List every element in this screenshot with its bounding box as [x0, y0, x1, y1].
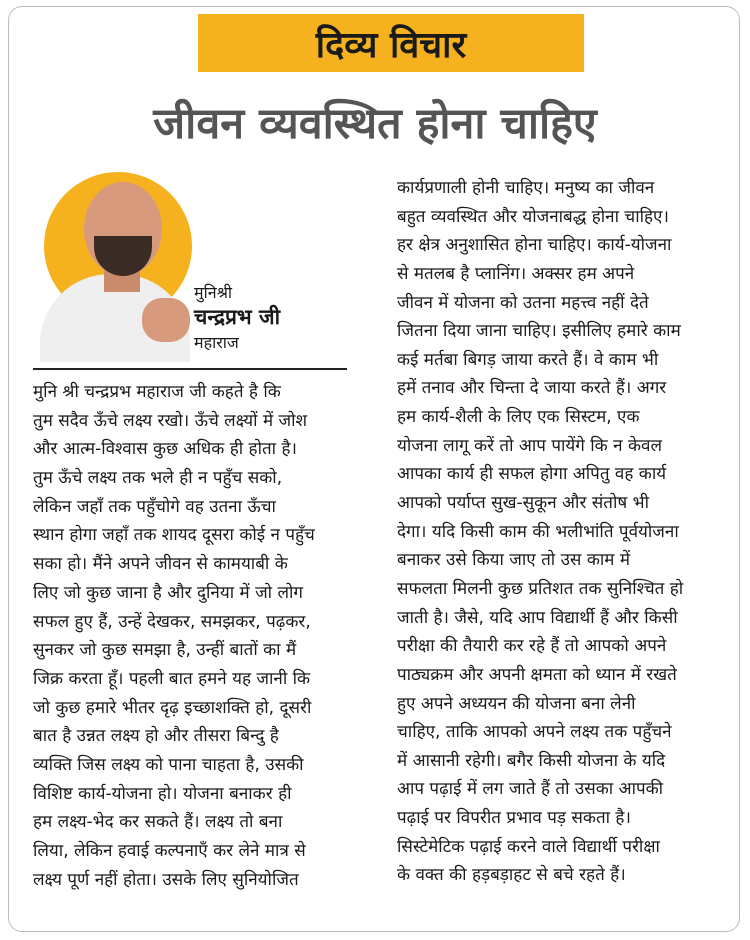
- author-byline: [194, 280, 280, 355]
- text-line: कार्यप्रणाली होनी चाहिए। मनुष्य का जीवन: [397, 178, 655, 198]
- text-line: सका हो। मैंने अपने जीवन से कामयाबी के: [33, 554, 288, 575]
- text-line: सुनकर जो कुछ समझा है, उन्हीं बातों का मैं: [33, 640, 297, 661]
- text-line: जो कुछ हमारे भीतर दृढ़ इच्छाशक्ति हो, दूसरी: [33, 697, 312, 718]
- text-line: पाठ्यक्रम और अपनी क्षमता को ध्यान में रखते: [397, 664, 677, 685]
- text-line: तुम सदैव ऊँचे लक्ष्य रखो। ऊँचे लक्ष्यों में जोश: [33, 410, 308, 431]
- text-line: लक्ष्य पूर्ण नहीं होता। उसके लिए सुनियोजित: [33, 869, 299, 890]
- text-line: विशिष्ट कार्य-योजना हो। योजना बनाकर ही: [33, 783, 292, 804]
- text-line: जितना दिया जाना चाहिए। इसीलिए हमारे काम: [397, 321, 681, 342]
- text-line: हम लक्ष्य-भेद कर सकते हैं। लक्ष्य तो बना: [33, 812, 283, 833]
- text-line: तुम ऊँचे लक्ष्य तक भले ही न पहुँच सको,: [33, 468, 283, 489]
- text-line: और आत्म-विश्वास कुछ अधिक ही होता है।: [33, 439, 297, 460]
- text-line: व्यक्ति जिस लक्ष्य को पाना चाहता है, उसकी: [33, 754, 304, 775]
- text-line: जाती है। जैसे, यदि आप विद्यार्थी हैं और किसी: [397, 607, 678, 628]
- author-name: चन्द्रप्रभ जी: [194, 305, 281, 329]
- text-line: चाहिए, ताकि आपको अपने लक्ष्य तक पहुँचने: [397, 722, 672, 743]
- author-portrait: [30, 162, 205, 362]
- text-line: देगा। यदि किसी काम की भलीभांति पूर्वयोजना: [397, 521, 679, 542]
- text-line: परीक्षा की तैयारी कर रहे हैं तो आपको अपने: [397, 636, 667, 657]
- author-prefix: मुनिश्री: [194, 283, 233, 302]
- text-line: पढ़ाई पर विपरीत प्रभाव पड़ सकता है।: [397, 808, 631, 829]
- portrait-hand: [142, 298, 190, 342]
- text-line: जीवन में योजना को उतना महत्त्व नहीं देते: [397, 292, 649, 313]
- left-column: [33, 378, 353, 894]
- text-line: सिस्टेमेटिक पढ़ाई करने वाले विद्यार्थी परीक्षा: [397, 836, 660, 857]
- text-line: बनाकर उसे किया जाए तो उस काम में: [397, 550, 631, 571]
- text-line: योजना लागू करें तो आप पायेंगे कि न केवल: [397, 435, 662, 456]
- headline: जीवन व्यवस्थित होना चाहिए: [153, 99, 597, 149]
- text-line: आप पढ़ाई में लग जाते हैं तो उसका आपकी: [397, 779, 664, 800]
- text-line: के वक्त की हड़बड़ाहट से बचे रहते हैं।: [397, 865, 626, 886]
- text-line: हमें तनाव और चिन्ता दे जाया करते हैं। अगर: [397, 378, 667, 399]
- text-line: स्थान होगा जहाँ तक शायद दूसरा कोई न पहुँच: [33, 525, 315, 546]
- text-line: से मतलब है प्लानिंग। अक्सर हम अपने: [397, 263, 635, 284]
- text-line: आपको पर्याप्त सुख-सुकून और संतोष भी: [397, 493, 649, 514]
- byline-divider: [33, 368, 347, 370]
- text-line: जिक्र करता हूँ। पहली बात हमने यह जानी कि: [33, 668, 311, 689]
- text-line: में आसानी रहेगी। बगैर किसी योजना के यदि: [397, 750, 666, 771]
- text-line: सफल हुए हैं, उन्हें देखकर, समझकर, पढ़कर,: [33, 611, 311, 632]
- text-line: मुनि श्री चन्द्रप्रभ महाराज जी कहते है कि: [33, 382, 281, 402]
- section-tag: दिव्य विचार: [198, 14, 584, 72]
- text-line: हम कार्य-शैली के लिए एक सिस्टम, एक: [397, 407, 640, 428]
- text-line: सफलता मिलनी कुछ प्रतिशत तक सुनिश्चित हो: [397, 578, 684, 599]
- text-line: आपका कार्य ही सफल होगा अपितु वह कार्य: [397, 464, 667, 485]
- text-line: हर क्षेत्र अनुशासित होना चाहिए। कार्य-योजना: [397, 235, 672, 256]
- text-line: लिए जो कुछ जाना है और दुनिया में जो लोग: [33, 582, 303, 603]
- right-column: [397, 174, 729, 890]
- text-line: लेकिन जहाँ तक पहुँचोगे वह उतना ऊँचा: [33, 496, 276, 517]
- author-suffix: महाराज: [194, 333, 239, 352]
- text-line: लिया, लेकिन हवाई कल्पनाएँ कर लेने मात्र से: [33, 841, 306, 861]
- text-line: कई मर्तबा बिगड़ जाया करते हैं। वे काम भी: [397, 349, 659, 370]
- text-line: बहुत व्यवस्थित और योजनाबद्ध होना चाहिए।: [397, 206, 669, 227]
- text-line: बात है उन्नत लक्ष्य हो और तीसरा बिन्दु है: [33, 726, 279, 747]
- text-line: हुए अपने अध्ययन की योजना बना लेनी: [397, 693, 636, 714]
